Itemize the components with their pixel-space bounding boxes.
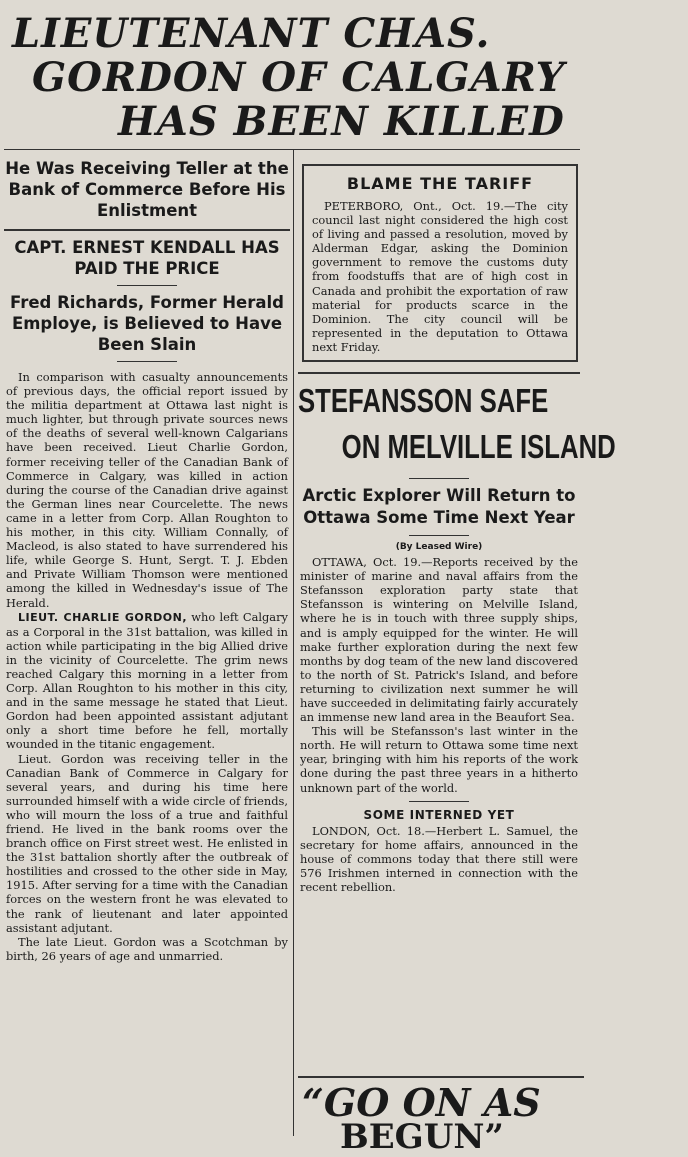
paragraph: This will be Stefansson's last winter in the north. He will return to Ottawa some time next year, bringing with him his reports of the work done during the past three years in a hitherto unknown part of the world. [300, 724, 578, 795]
byline: (By Leased Wire) [395, 542, 483, 553]
bottom-headline: “GO ON AS [298, 1076, 584, 1128]
deck-richards: Fred Richards, Former Herald Employe, is Believed to Have Been Slain [10, 293, 284, 354]
paragraph-lead: LIEUT. CHARLIE GORDON, [18, 610, 188, 624]
stefansson-headline-2: ON MELVILLE ISLAND [341, 428, 616, 466]
interned-title: SOME INTERNED YET [363, 807, 515, 822]
paragraph: PETERBORO, Ont., Oct. 19.—The city council last night considered the high cost of living and passed a resolution, moved by Alderman Edgar, asking the Dominion government to remove the customs duty from foodstuffs that are of high cost in Canada and prohibit the exportation of raw material for products scarce in the Dominion. The city council will be represented in the deputation to Ottawa next Friday. [312, 199, 568, 354]
column-divider [293, 150, 294, 1136]
left-column [4, 158, 290, 963]
tariff-title: BLAME THE TARIFF [346, 174, 534, 193]
paragraph: The late Lieut. Gordon was a Scotchman by birth, 26 years of age and unmarried. [6, 934, 288, 963]
deck-teller: He Was Receiving Teller at the Bank of Commerce Before His Enlistment [5, 159, 289, 220]
deck-kendall: CAPT. ERNEST KENDALL HAS PAID THE PRICE [14, 238, 280, 278]
section-rule [298, 372, 580, 374]
deck-divider [4, 229, 290, 231]
headline-line-2: GORDON OF CALGARY [32, 54, 566, 101]
deck-divider [117, 285, 177, 286]
paragraph: In comparison with casualty announcements of previous days, the official report issued by the militia department at Ottawa last night is much lighter, but through private sources news of the deaths of several well-known Calgarians have been received. Lieut Charlie Gordon, former receiving teller of the Canadian Bank of Commerce in Calgary, was killed in action during the course of the Canadian drive against the German lines near Courcelette. The news came in a letter from Corp. Allan Roughton to his mother, in this city. William Connally, of Macleod, is also stated to have surrendered his life, while George S. Hunt, Sergt. T. J. Ebden and Private William Thomson were mentioned among the killed in Wednesday's issue of The Herald. [6, 370, 288, 610]
headline-line-1: LIEUTENANT CHAS. [12, 10, 491, 57]
paragraph: OTTAWA, Oct. 19.—Reports received by the minister of marine and naval affairs from the Stefansson exploration party state that Stefansson is wintering on Melville Island, where he is in touch with three supply ships, and is amply equipped for the winter. He will make further exploration during the next few months by dog team of the new land discovered to the north of St. Patrick's Island, and before returning to civilization next summer he will have succeeded in delimitating fairly accurately an immense new land area in the Beaufort Sea. [300, 555, 578, 725]
stefansson-deck: Arctic Explorer Will Return to Ottawa Some Time Next Year [302, 486, 576, 528]
deck-divider [409, 535, 469, 536]
article-body-gordon [4, 370, 290, 963]
deck-divider [117, 361, 177, 362]
stefansson-headline-1: STEFANSSON SAFE [298, 382, 549, 420]
paragraph [6, 610, 288, 752]
article-body-interned [298, 824, 580, 894]
bottom-headline-2: BEGUN” [340, 1117, 504, 1157]
tariff-box [302, 164, 578, 362]
headline-rule [4, 149, 580, 150]
headline-line-3: HAS BEEN KILLED [118, 98, 565, 145]
tariff-body [310, 199, 570, 354]
article-body-stefansson [298, 555, 580, 795]
paragraph: LONDON, Oct. 18.—Herbert L. Samuel, the secretary for home affairs, announced in the house of commons today that there still were 576 Irishmen interned in connection with the recent rebellion. [300, 823, 578, 894]
right-column [298, 158, 616, 894]
paragraph-text: who left Calgary as a Corporal in the 31st battalion, was killed in action while participating in the big Allied drive in the vicinity of Courcelette. The grim news reached Calgary this morning in a letter from Corp. Allan Roughton to his mother in this city, and in the same message he stated that Lieut. Gordon had been appointed assistant adjutant only a short time before he fell, mortally wounded in the titanic engagement. [6, 609, 288, 752]
deck-divider [409, 478, 469, 479]
deck-divider [409, 801, 469, 802]
paragraph: Lieut. Gordon was receiving teller in the Canadian Bank of Commerce in Calgary for several years, and during his time here surrounded himself with a wide circle of friends, who will mourn the loss of a true and faithful friend. He lived in the bank rooms over the branch office on First street west. He enlisted in the 31st battalion shortly after the outbreak of hostilities and crossed to the other side in May, 1915. After serving for a time with the Canadian forces on the western front he was elevated to the rank of lieutenant and later appointed assistant adjutant. [6, 751, 288, 935]
